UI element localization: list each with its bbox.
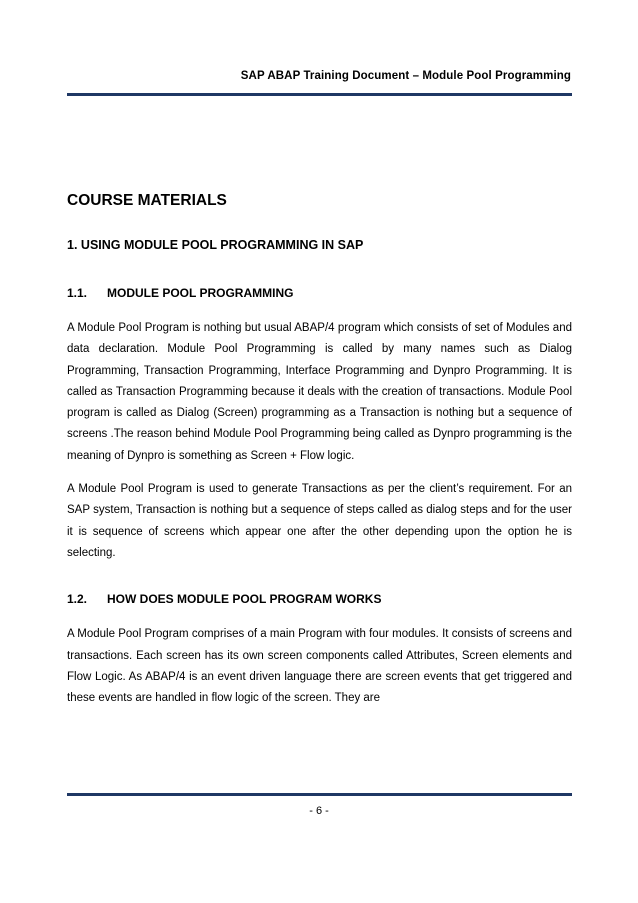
section-1-number: 1. [67, 238, 78, 252]
page-header-title: SAP ABAP Training Document – Module Pool Programming [240, 70, 571, 82]
course-materials-heading: COURSE MATERIALS [67, 192, 227, 209]
section-1-title: USING MODULE POOL PROGRAMMING IN SAP [80, 238, 364, 252]
paragraph-module-pool-works: A Module Pool Program comprises of a main Program with four modules. It consists of screens and transactions. Each screen has its own screen components called Attributes, Screen elements and Flow Logic. As ABAP/4 is an event driven language there are screen events that get triggered and these events are handled in flow logic of the screen. They are [67, 628, 572, 705]
section-1-2-title: HOW DOES MODULE POOL PROGRAM WORKS [107, 592, 382, 607]
section-1-heading [67, 236, 572, 284]
section-1-1-title: MODULE POOL PROGRAMMING [107, 286, 294, 300]
paragraph-module-pool-transactions: A Module Pool Program is used to generate Transactions as per the client’s requirement. For an SAP system, Transaction is nothing but a sequence of steps called as dialog steps and for the user it is sequence of screens which appear one after the other depending upon the option he is selecting. [67, 483, 572, 559]
spacer [67, 576, 572, 590]
header-rule [67, 93, 572, 96]
paragraph-module-pool-definition: A Module Pool Program is nothing but usual ABAP/4 program which consists of set of Modules and data declaration. Module Pool Programming is called by many names such as Dialog Programming, Transaction Programming, Interface Programming and Dynpro Programming. It is called as Transaction Programming because it deals with the creation of transactions. Module Pool program is called as Dialog (Screen) programming as a Transaction is nothing but a sequence of screens .The reason behind Module Pool Programming being called as Dynpro programming is the meaning of Dynpro is something as Screen + Flow logic. [67, 322, 572, 462]
section-1-2-number: 1.2. [67, 592, 88, 607]
section-1-1-heading [67, 284, 572, 318]
footer-rule [67, 793, 572, 796]
section-1-1-number: 1.1. [67, 286, 88, 300]
page-content [67, 190, 572, 709]
page-number: - 6 - [309, 805, 329, 817]
section-1-2-heading [67, 590, 572, 624]
